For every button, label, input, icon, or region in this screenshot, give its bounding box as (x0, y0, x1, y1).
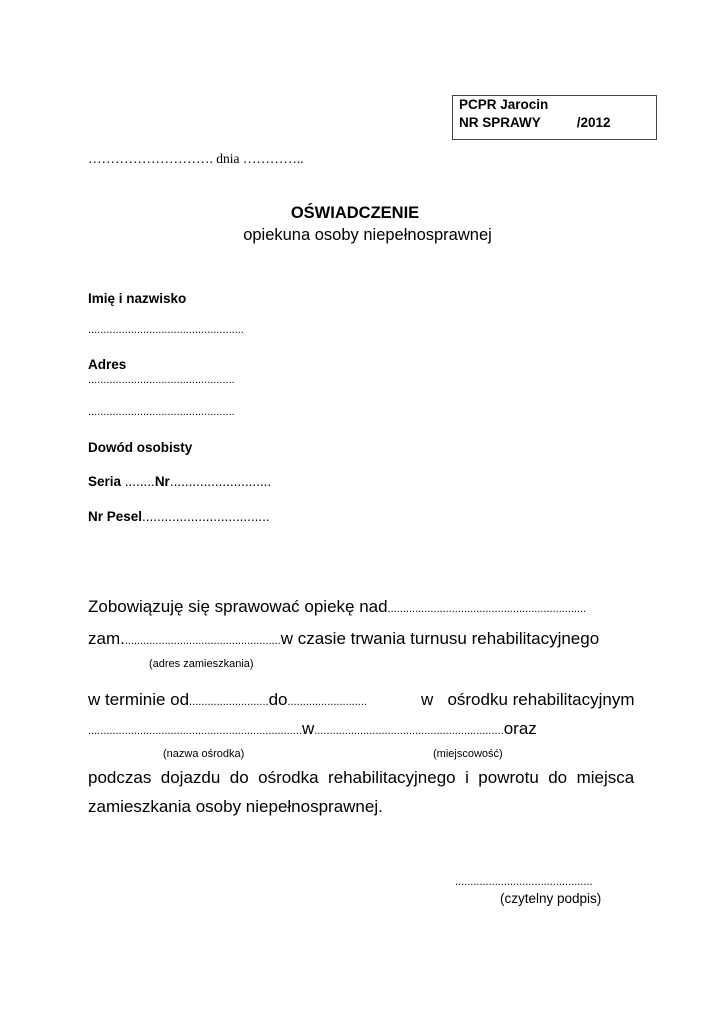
center-name-field: ...................................................................... (88, 725, 302, 737)
center-name-caption: (nazwa ośrodka) (163, 748, 245, 760)
w-label: w (301, 719, 315, 738)
office-name: PCPR Jarocin (459, 97, 549, 112)
id-series-number-line (88, 474, 271, 489)
address-caption: (adres zamieszkania) (149, 658, 254, 670)
pesel-label: Nr Pesel (88, 509, 143, 524)
term-to-field: .......................... (287, 696, 367, 708)
pesel-line (88, 509, 270, 524)
declaration-text-1: Zobowiązuję się sprawować opiekę nad (88, 597, 388, 616)
town-caption: (miejscowość) (433, 748, 503, 760)
document-subtitle: opiekuna osoby niepełnosprawnej (243, 226, 492, 244)
declaration-line-4 (88, 719, 537, 739)
address-label: Adres (88, 357, 127, 372)
nr-field: ........................... (169, 474, 272, 489)
series-field: ........ (124, 474, 155, 489)
declaration-line-1 (88, 597, 586, 617)
document-title: OŚWIADCZENIE (290, 204, 420, 222)
nr-label: Nr (154, 474, 170, 489)
town-field: .............................................................. (314, 725, 504, 737)
oraz-label: oraz (503, 719, 537, 738)
rehab-center-text: w ośrodku rehabilitacyjnym (421, 690, 635, 709)
term-from-field: .......................... (189, 696, 269, 708)
term-to-label: do (268, 690, 288, 709)
case-number-year: /2012 (576, 115, 611, 130)
term-from-label: w terminie od (88, 690, 190, 709)
case-number-line (459, 115, 611, 130)
ward-name-field: ................................................................. (387, 603, 587, 615)
case-number-label: NR SPRAWY (459, 115, 541, 130)
id-card-label: Dowód osobisty (88, 440, 193, 455)
declaration-text-2: w czasie trwania turnusu rehabilitacyjnego (280, 629, 600, 648)
zam-label: zam. (88, 629, 125, 648)
pesel-field: .................................. (142, 509, 270, 524)
declaration-line-2 (88, 629, 599, 649)
case-number-box (452, 95, 657, 140)
declaration-line-5: podczas dojazdu do ośrodka rehabilitacyjnego i powrotu do miejsca (88, 768, 635, 787)
declaration-line-6: zamieszkania osoby niepełnosprawnej. (88, 797, 383, 816)
signature-field: ............................................. (455, 876, 593, 888)
series-label: Seria (88, 474, 122, 489)
name-field: ................................................... (88, 324, 244, 336)
signature-caption: (czytelny podpis) (500, 891, 602, 906)
name-label: Imię i nazwisko (88, 291, 187, 306)
address-field-1: ................................................ (88, 374, 235, 386)
ward-address-field: ................................................... (124, 635, 281, 647)
declaration-line-3 (88, 690, 367, 710)
address-field-2: ................................................ (88, 406, 235, 418)
place-date-line: ………………………. dnia ………….. (88, 151, 304, 166)
